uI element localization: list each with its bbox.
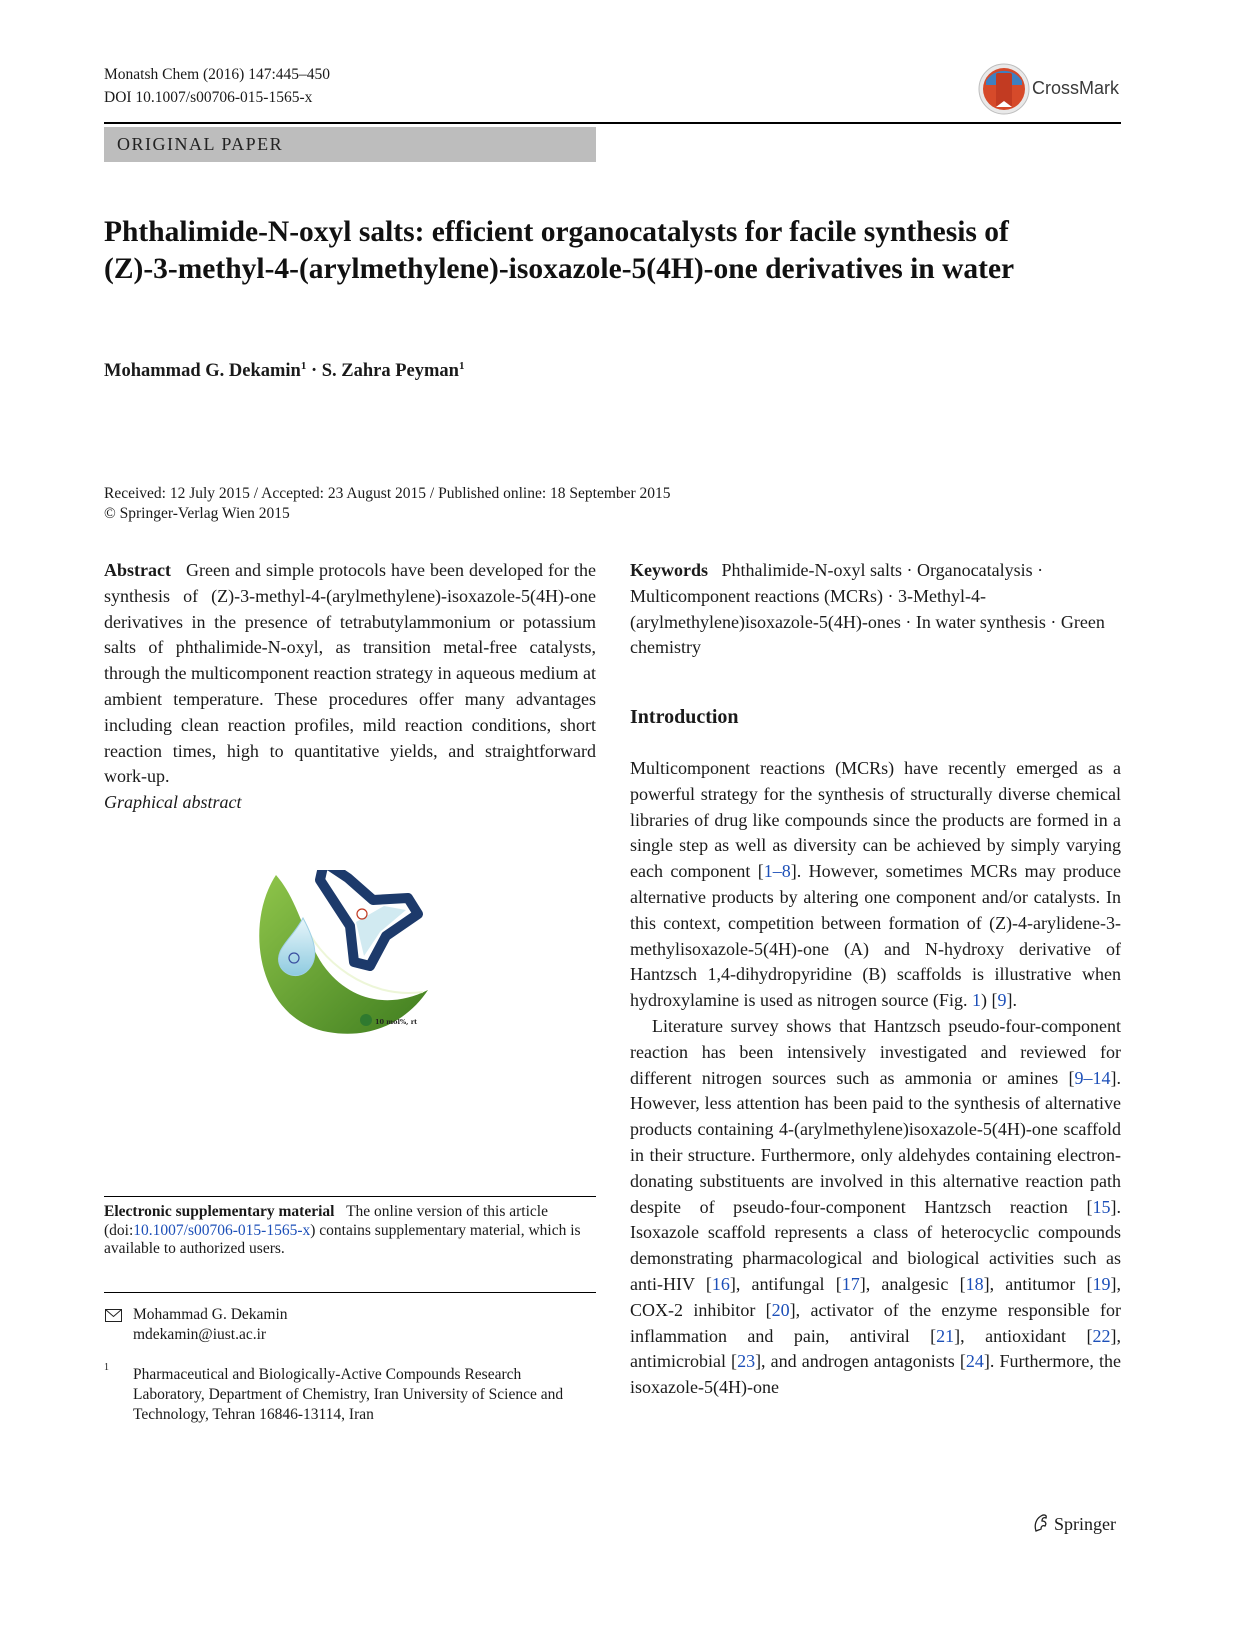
- introduction-paragraph-2: Literature survey shows that Hantzsch pseudo-four-component reaction has been intensively investigated and reviewed for different nitrogen sources such as ammonia or amines [9–14]. However, less attention has been paid to the synthesis of alternative products containing 4-(arylmethylene)isoxazole-5(4H)-one scaffold in their structure. Furthermore, only aldehydes containing electron-donating substituents are involved in this alternative reaction path despite of pseudo-four-component Hantzsch reaction [15]. Isoxazole scaffold represents a class of heterocyclic compounds demonstrating pharmacological and biological activities such as anti-HIV [16], antifungal [17], analgesic [18], antitumor [19], COX-2 inhibitor [20], activator of the enzyme responsible for inflammation and pain, antiviral [21], antioxidant [22], antimicrobial [23], and androgen antagonists [24]. Furthermore, the isoxazole-5(4H)-one: [630, 1015, 1121, 1398]
- citation-link[interactable]: 16: [711, 1273, 730, 1294]
- correspondence-rule: [104, 1292, 596, 1293]
- abstract-section: [104, 558, 596, 816]
- corresponding-author-name: Mohammad G. Dekamin: [133, 1306, 288, 1323]
- author-affiliation-mark: 1: [300, 360, 307, 372]
- citation-link[interactable]: 19: [1092, 1273, 1111, 1294]
- author-separator: ·: [306, 361, 322, 382]
- section-heading-introduction: Introduction: [630, 706, 739, 728]
- abstract-label: Abstract: [104, 560, 171, 580]
- introduction-body: [630, 756, 1121, 1401]
- crossmark-badge[interactable]: [978, 61, 1120, 117]
- citation-link[interactable]: 17: [841, 1273, 860, 1294]
- publisher-logo: [1032, 1513, 1116, 1535]
- publisher-name: Springer: [1054, 1514, 1116, 1534]
- paper-type-label: ORIGINAL PAPER: [117, 134, 284, 154]
- citation-link[interactable]: 15: [1092, 1196, 1111, 1217]
- author-affiliation-mark: 1: [458, 360, 465, 372]
- keywords-label: Keywords: [630, 560, 708, 580]
- citation-link[interactable]: 9: [997, 990, 1007, 1011]
- citation-link[interactable]: 21: [936, 1325, 955, 1346]
- keywords-text: Keywords Phthalimide-N-oxyl salts · Organocatalysis · Multicomponent reactions (MCRs) · 3-Methyl-4-(arylmethylene)isoxazole-5(4H)-ones · In water synthesis · Green chemistry: [630, 560, 1105, 658]
- abstract-text: Abstract Green and simple protocols have been developed for the synthesis of (Z)-3-methyl-4-(arylmethylene)-isoxazole-5(4H)-one derivatives in the presence of tetrabutylammonium or potassium salts of phthalimide-N-oxyl, as transition metal-free catalysts, through the multicomponent reaction strategy in aqueous medium at ambient temperature. These procedures offer many advantages including clean reaction profiles, mild reaction conditions, short reaction times, high to quantitative yields, and straightforward work-up.: [104, 560, 596, 787]
- keywords-section: [630, 558, 1121, 661]
- doi-line: DOI 10.1007/s00706-015-1565-x: [104, 89, 313, 106]
- recycle-icon: [360, 1014, 372, 1026]
- affiliation-text: Pharmaceutical and Biologically-Active Compounds Research Laboratory, Department of Chemistry, Iran University of Science and Technology, Tehran 16846-13114, Iran: [133, 1366, 564, 1423]
- paper-title: Phthalimide-N-oxyl salts: efficient organocatalysts for facile synthesis of (Z)-3-methyl-4-(arylmethylene)-isoxazole-5(4H)-one derivatives in water: [104, 216, 1015, 285]
- figure-link[interactable]: 1: [971, 990, 981, 1011]
- envelope-icon: [105, 1309, 122, 1322]
- author-list: [104, 360, 464, 382]
- graphical-abstract-image: [258, 870, 448, 1060]
- citation-link[interactable]: 18: [965, 1273, 984, 1294]
- graphical-abstract-label: Graphical abstract: [104, 792, 242, 813]
- author-name[interactable]: Mohammad G. Dekamin: [104, 361, 301, 382]
- esm-note: Electronic supplementary material The online version of this article (doi:10.1007/s00706-015-1565-x) contains supplementary material, which is available to authorized users.: [104, 1203, 581, 1257]
- springer-horse-icon: [1032, 1513, 1050, 1533]
- crossmark-icon: [978, 61, 1030, 117]
- publication-dates: Received: 12 July 2015 / Accepted: 23 August 2015 / Published online: 18 September 2015: [104, 485, 671, 502]
- esm-doi-link[interactable]: 10.1007/s00706-015-1565-x: [133, 1221, 311, 1239]
- citation-link[interactable]: 9–14: [1074, 1067, 1111, 1088]
- author-name[interactable]: S. Zahra Peyman: [321, 361, 459, 382]
- copyright-line: © Springer-Verlag Wien 2015: [104, 505, 290, 522]
- journal-citation: Monatsh Chem (2016) 147:445–450: [104, 66, 331, 83]
- affiliation-number: 1: [104, 1362, 109, 1373]
- citation-link[interactable]: 24: [965, 1351, 984, 1372]
- introduction-paragraph-1: Multicomponent reactions (MCRs) have recently emerged as a powerful strategy for the synthesis of structurally diverse chemical libraries of drug like compounds since the products are formed in a single step as well as diversity can be achieved by simply varying each component [1–8]. However, sometimes MCRs may produce alternative products by altering one component and/or catalysts. In this context, competition between formation of (Z)-4-arylidene-3-methylisoxazole-5(4H)-one (A) and N-hydroxy derivative of Hantzsch 1,4-dihydropyridine (B) scaffolds is illustrative when hydroxylamine is used as nitrogen source (Fig. 1) [9].: [630, 758, 1121, 1011]
- citation-link[interactable]: 23: [737, 1351, 756, 1372]
- header-rule: [104, 122, 1121, 124]
- esm-rule: [104, 1196, 596, 1197]
- citation-link[interactable]: 20: [771, 1299, 790, 1320]
- citation-link[interactable]: 1–8: [763, 861, 791, 882]
- esm-label: Electronic supplementary material: [104, 1203, 335, 1220]
- citation-link[interactable]: 22: [1092, 1325, 1111, 1346]
- paper-type-banner: [104, 127, 596, 162]
- crossmark-label: CrossMark: [1032, 78, 1120, 98]
- graphical-abstract-caption: 10 mol%, rt: [375, 1018, 418, 1026]
- corresponding-author-email[interactable]: mdekamin@iust.ac.ir: [133, 1326, 267, 1343]
